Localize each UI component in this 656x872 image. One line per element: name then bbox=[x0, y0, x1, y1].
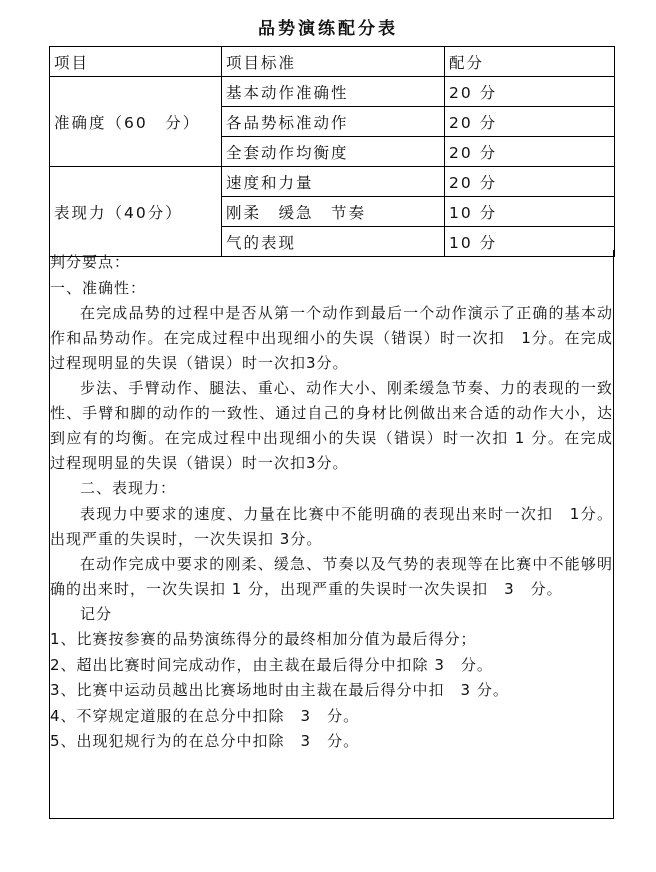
category-expressiveness: 表现力（40分） bbox=[50, 167, 222, 257]
header-project: 项目 bbox=[50, 47, 222, 77]
points-cell: 20 分 bbox=[445, 167, 615, 197]
section2-title: 二、表现力： bbox=[80, 479, 177, 497]
item-cell: 各品势标准动作 bbox=[222, 107, 445, 137]
item-cell: 速度和力量 bbox=[222, 167, 445, 197]
points-cell: 20 分 bbox=[445, 107, 615, 137]
item-cell: 全套动作均衡度 bbox=[222, 137, 445, 167]
judging-notes-box bbox=[49, 250, 614, 819]
item-cell: 基本动作准确性 bbox=[222, 77, 445, 107]
table-header-row bbox=[50, 47, 615, 77]
points-cell: 20 分 bbox=[445, 77, 615, 107]
page-title: 品势演练配分表 bbox=[258, 19, 398, 39]
points-cell: 10 分 bbox=[445, 197, 615, 227]
item-cell: 刚柔 缓急 节奏 bbox=[222, 197, 445, 227]
section2-paragraph-1: 表现力中要求的速度、力量在比赛中不能明确的表现出来时一次扣 1分。出现严重的失误时，一次失误扣 3分。 bbox=[50, 504, 613, 548]
scoring-rule: 3、比赛中运动员越出比赛场地时由主裁在最后得分中扣 3 分。 bbox=[50, 681, 509, 699]
header-standard: 项目标准 bbox=[222, 47, 445, 77]
scoring-rule: 2、超出比赛时间完成动作，由主裁在最后得分中扣除 3 分。 bbox=[50, 655, 493, 674]
notes-heading: 判分要点： bbox=[50, 253, 131, 271]
table-row bbox=[50, 167, 615, 197]
scoring-table bbox=[49, 46, 615, 257]
header-points: 配分 bbox=[445, 47, 615, 77]
section1-paragraph-2: 步法、手臂动作、腿法、重心、动作大小、刚柔缓急节奏、力的表现的一致性、手臂和脚的动作的一致性、通过自己的身材比例做出来合适的动作大小，达到应有的均衡。在完成过程中出现细小的失误（错误）时一次扣 1 分。在完成过程现明显的失误（错误）时一次扣3分。 bbox=[50, 379, 613, 472]
section1-paragraph-1: 在完成品势的过程中是否从第一个动作到最后一个动作演示了正确的基本动作和品势动作。在完成过程中出现细小的失误（错误）时一次扣 1分。在完成过程现明显的失误（错误）时一次扣3分。 bbox=[50, 304, 613, 372]
scoring-rule: 1、比赛按参赛的品势演练得分的最终相加分值为最后得分； bbox=[50, 630, 477, 648]
points-cell: 20 分 bbox=[445, 137, 615, 167]
category-accuracy: 准确度（60 分） bbox=[50, 77, 222, 167]
section2-paragraph-2: 在动作完成中要求的刚柔、缓急、节奏以及气势的表现等在比赛中不能够明确的出来时，一次失误扣 1 分，出现严重的失误时一次失误扣 3 分。 bbox=[50, 554, 613, 598]
scoring-rule: 5、出现犯规行为的在总分中扣除 3 分。 bbox=[50, 732, 360, 750]
section1-title: 一、准确性： bbox=[50, 278, 147, 297]
item-cell: 气的表现 bbox=[222, 227, 445, 257]
scoring-title: 记分 bbox=[80, 604, 113, 623]
scoring-rule: 4、不穿规定道服的在总分中扣除 3 分。 bbox=[50, 706, 360, 725]
points-cell: 10 分 bbox=[445, 227, 615, 257]
table-row bbox=[50, 77, 615, 107]
